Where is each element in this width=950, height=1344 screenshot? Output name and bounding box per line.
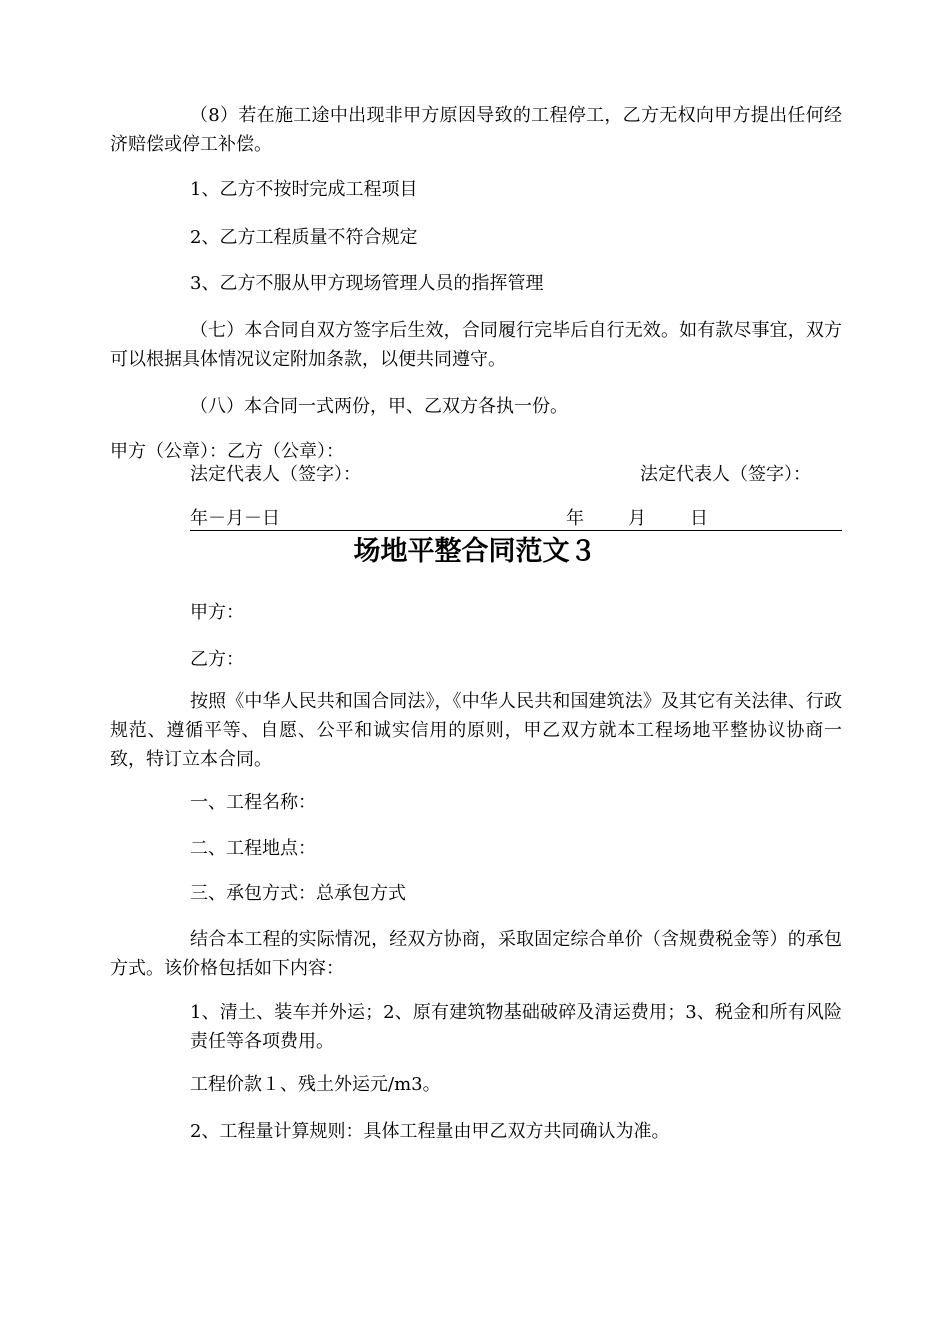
intro-paragraph: 按照《中华人民共和国合同法》，《中华人民共和国建筑法》及其它有关法律、行政规范、遵循平等、自愿、公平和诚实信用的原则，甲乙双方就本工程场地平整协议协商一致，特订立本合同。: [110, 691, 842, 770]
clause-8-paragraph: （8）若在施工途中出现非甲方原因导致的工程停工，乙方无权向甲方提出任何经济赔偿或停工补偿。: [110, 105, 842, 155]
document-title: 场地平整合同范文３: [353, 536, 597, 567]
clause-copies-paragraph: （八）本合同一式两份，甲、乙双方各执一份。: [190, 396, 568, 417]
price-clause-1: 工程价款１、残土外运元/m3。: [190, 1074, 441, 1095]
party-b-label: 乙方：: [190, 649, 244, 670]
list-item: 3、乙方不服从甲方现场管理人员的指挥管理: [190, 273, 544, 294]
party-a-label: 甲方：: [190, 602, 244, 623]
pricing-paragraph: 结合本工程的实际情况，经双方协商，采取固定综合单价（含规费税金等）的承包方式。该价格包括如下内容：: [110, 929, 842, 979]
signature-rep-left: 法定代表人（签字）：: [190, 464, 361, 485]
contract-mode-heading: 三、承包方式：总承包方式: [190, 883, 406, 904]
list-item: 2、乙方工程质量不符合规定: [190, 227, 418, 248]
date-right-year: 年: [566, 508, 584, 529]
project-name-field: 一、工程名称：: [190, 792, 316, 813]
clause-7-paragraph: （七）本合同自双方签字后生效，合同履行完毕后自行无效。如有款尽事宜，双方可以根据具体情况议定附加条款，以便共同遵守。: [110, 320, 842, 370]
price-clause-2: 2、工程量计算规则：具体工程量由甲乙双方共同确认为准。: [190, 1121, 670, 1142]
signature-date-line: [190, 508, 842, 531]
list-item: 1、乙方不按时完成工程项目: [190, 179, 418, 200]
price-items-paragraph: 1、清土、装车并外运；2、原有建筑物基础破碎及清运费用；3、税金和所有风险责任等各项费用。: [190, 1002, 842, 1052]
signature-parties: 甲方（公章）：乙方（公章）：: [110, 441, 344, 462]
date-left: 年－月－日: [190, 508, 280, 529]
signature-rep-right: 法定代表人（签字）：: [640, 464, 811, 485]
date-right-month: 月: [628, 508, 646, 529]
date-right-day: 日: [690, 508, 708, 529]
project-site-field: 二、工程地点：: [190, 838, 316, 859]
